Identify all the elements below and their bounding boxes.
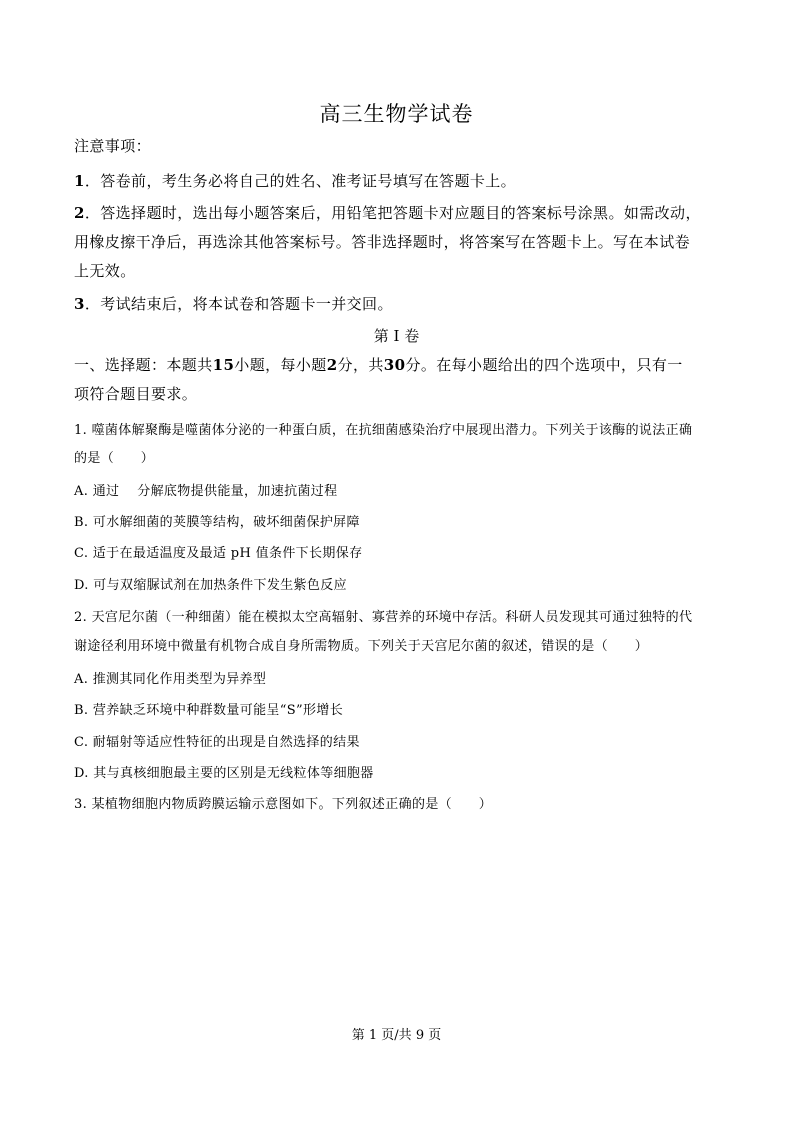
notice-item-1 bbox=[74, 171, 516, 191]
question-3-stem: 3. 某植物细胞内物质跨膜运输示意图如下。下列叙述正确的是（ ） bbox=[74, 797, 493, 812]
question-2-option-b: B. 营养缺乏环境中种群数量可能呈“S”形增长 bbox=[74, 703, 344, 718]
notice-item-text: ．考试结束后，将本试卷和答题卡一并交回。 bbox=[84, 295, 393, 313]
question-1-stem: 1. 噬菌体解聚酶是噬菌体分泌的一种蛋白质，在抗细菌感染治疗中展现出潜力。下列关于该酶的说法正确 bbox=[74, 423, 693, 438]
notice-item-number: 3 bbox=[74, 295, 85, 313]
notice-item-text: ．答选择题时，选出每小题答案后，用铅笔把答题卡对应题目的答案标号涂黑。如需改动， bbox=[84, 204, 701, 222]
question-2-stem-line-2: 谢途径利用环境中微量有机物合成自身所需物质。下列关于天宫尼尔菌的叙述，错误的是（ ） bbox=[74, 639, 649, 654]
question-2-option-d: D. 其与真核细胞最主要的区别是无线粒体等细胞器 bbox=[74, 766, 374, 781]
question-count: 15 bbox=[212, 356, 235, 374]
exam-title: 高三生物学试卷 bbox=[319, 102, 474, 126]
page-footer: 第 1 页/共 9 页 bbox=[351, 1028, 442, 1043]
question-1-stem-line-2: 的是（ ） bbox=[74, 451, 155, 466]
notice-item-3 bbox=[74, 294, 393, 314]
points-each: 2 bbox=[326, 356, 338, 374]
notice-item-2-line-3: 上无效。 bbox=[74, 262, 136, 280]
question-2-stem: 2. 天宫尼尔菌（一种细菌）能在模拟太空高辐射、寡营养的环境中存活。科研人员发现其可通过独特的代 bbox=[74, 610, 693, 625]
question-2-option-a: A. 推测其同化作用类型为异养型 bbox=[74, 672, 267, 687]
notice-item-number: 2 bbox=[74, 204, 85, 222]
points-total: 30 bbox=[383, 356, 406, 374]
section-instruction bbox=[74, 355, 683, 375]
section-text: 小题，每小题 bbox=[234, 356, 327, 374]
question-2-option-c: C. 耐辐射等适应性特征的出现是自然选择的结果 bbox=[74, 735, 360, 750]
section-instruction-line-2: 项符合题目要求。 bbox=[74, 385, 198, 403]
section-text: 分，共 bbox=[337, 356, 384, 374]
notice-heading: 注意事项： bbox=[74, 137, 152, 155]
section-text: 分。在每小题给出的四个选项中，只有一 bbox=[405, 356, 683, 374]
part-title: 第 I 卷 bbox=[373, 327, 420, 345]
notice-item-2-line-2: 用橡皮擦干净后，再选涂其他答案标号。答非选择题时，将答案写在答题卡上。写在本试卷 bbox=[74, 233, 691, 251]
question-1-option-a: A. 通过 分解底物提供能量，加速抗菌过程 bbox=[74, 484, 338, 499]
question-1-option-c: C. 适于在最适温度及最适 pH 值条件下长期保存 bbox=[74, 546, 363, 561]
section-text: 一、选择题：本题共 bbox=[74, 356, 213, 374]
question-1-option-d: D. 可与双缩脲试剂在加热条件下发生紫色反应 bbox=[74, 578, 347, 593]
notice-item-2 bbox=[74, 203, 701, 223]
notice-item-text: ．答卷前，考生务必将自己的姓名、准考证号填写在答题卡上。 bbox=[84, 172, 517, 190]
question-1-option-b: B. 可水解细菌的荚膜等结构，破坏细菌保护屏障 bbox=[74, 515, 360, 530]
notice-item-number: 1 bbox=[74, 172, 85, 190]
